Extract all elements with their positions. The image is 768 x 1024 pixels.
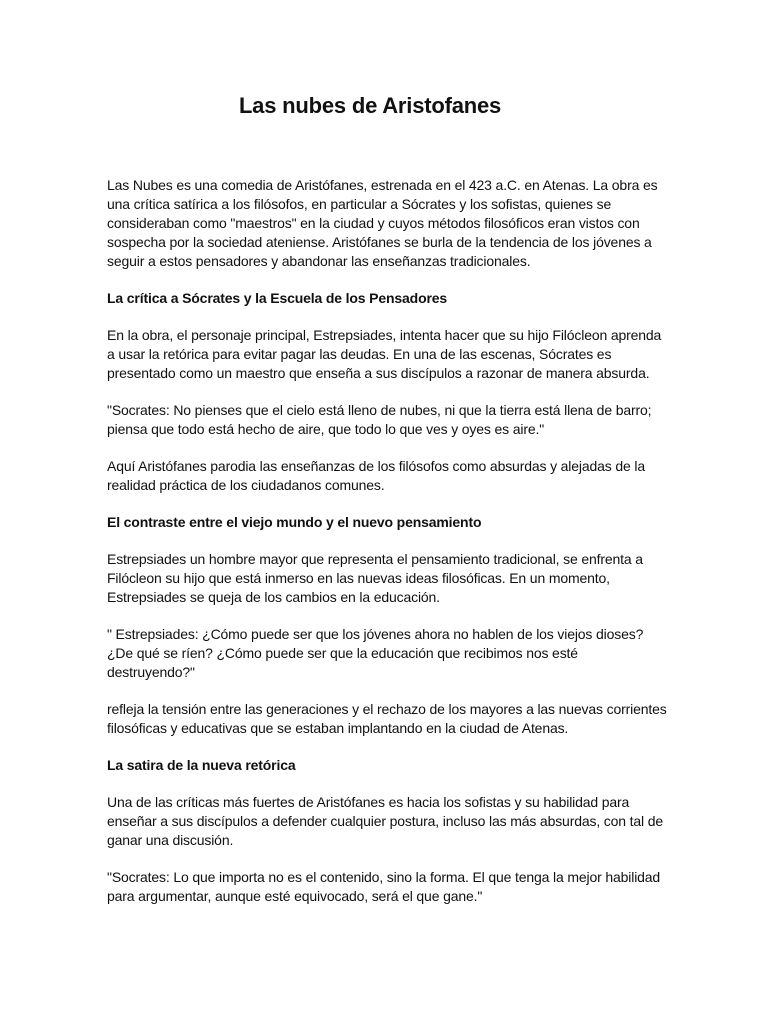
section1-quote: "Socrates: No pienses que el cielo está lleno de nubes, ni que la tierra está llena de barro; piensa que todo está hecho de aire, que todo lo que ves y oyes es aire." — [107, 402, 652, 437]
section-heading-critica-socrates: La crítica a Sócrates y la Escuela de los Pensadores — [107, 290, 448, 306]
section3-quote: "Socrates: Lo que importa no es el contenido, sino la forma. El que tenga la mejor habilidad para argumentar, aunque esté equivocado, será el que gane." — [107, 869, 661, 904]
section2-paragraph-1: Estrepsiades un hombre mayor que representa el pensamiento tradicional, se enfrenta a Filócleon su hijo que está inmerso en las nuevas ideas filosóficas. En un momento, Estrepsiades se queja de los cambios en la educación. — [107, 551, 643, 605]
document-title: Las nubes de Aristofanes — [238, 93, 502, 118]
intro-paragraph: Las Nubes es una comedia de Aristófanes, estrenada en el 423 a.C. en Atenas. La obra es una crítica satírica a los filósofos, en particular a Sócrates y los sofistas, quienes se consideraban como "maestros" en la ciudad y cuyos métodos filosóficos eran vistos con sospecha por la sociedad ateniense. Aristófanes se burla de la tendencia de los jóvenes a seguir a estos pensadores y abandonar las enseñanzas tradicionales. — [107, 177, 658, 269]
section3-paragraph-1: Una de las críticas más fuertes de Aristófanes es hacia los sofistas y su habilidad para enseñar a sus discípulos a defender cualquier postura, incluso las más absurdas, con tal de ganar una discusión. — [107, 794, 664, 848]
section1-paragraph-2: Aquí Aristófanes parodia las enseñanzas de los filósofos como absurdas y alejadas de la realidad práctica de los ciudadanos comunes. — [107, 458, 645, 493]
section2-quote: " Estrepsiades: ¿Cómo puede ser que los jóvenes ahora no hablen de los viejos dioses? ¿De qué se ríen? ¿Cómo puede ser que la educación que recibimos nos esté destruyendo?" — [107, 626, 644, 680]
section2-paragraph-2: refleja la tensión entre las generaciones y el rechazo de los mayores a las nuevas corrientes filosóficas y educativas que se estaban implantando en la ciudad de Atenas. — [107, 701, 667, 736]
section-heading-satira-retorica: La satira de la nueva retórica — [107, 757, 296, 773]
section1-paragraph-1: En la obra, el personaje principal, Estrepsiades, intenta hacer que su hijo Filócleon aprenda a usar la retórica para evitar pagar las deudas. En una de las escenas, Sócrates es presentado como un maestro que enseña a sus discípulos a razonar de manera absurda. — [107, 327, 662, 381]
document-body — [107, 176, 667, 924]
section-heading-contraste: El contraste entre el viejo mundo y el nuevo pensamiento — [107, 514, 482, 530]
